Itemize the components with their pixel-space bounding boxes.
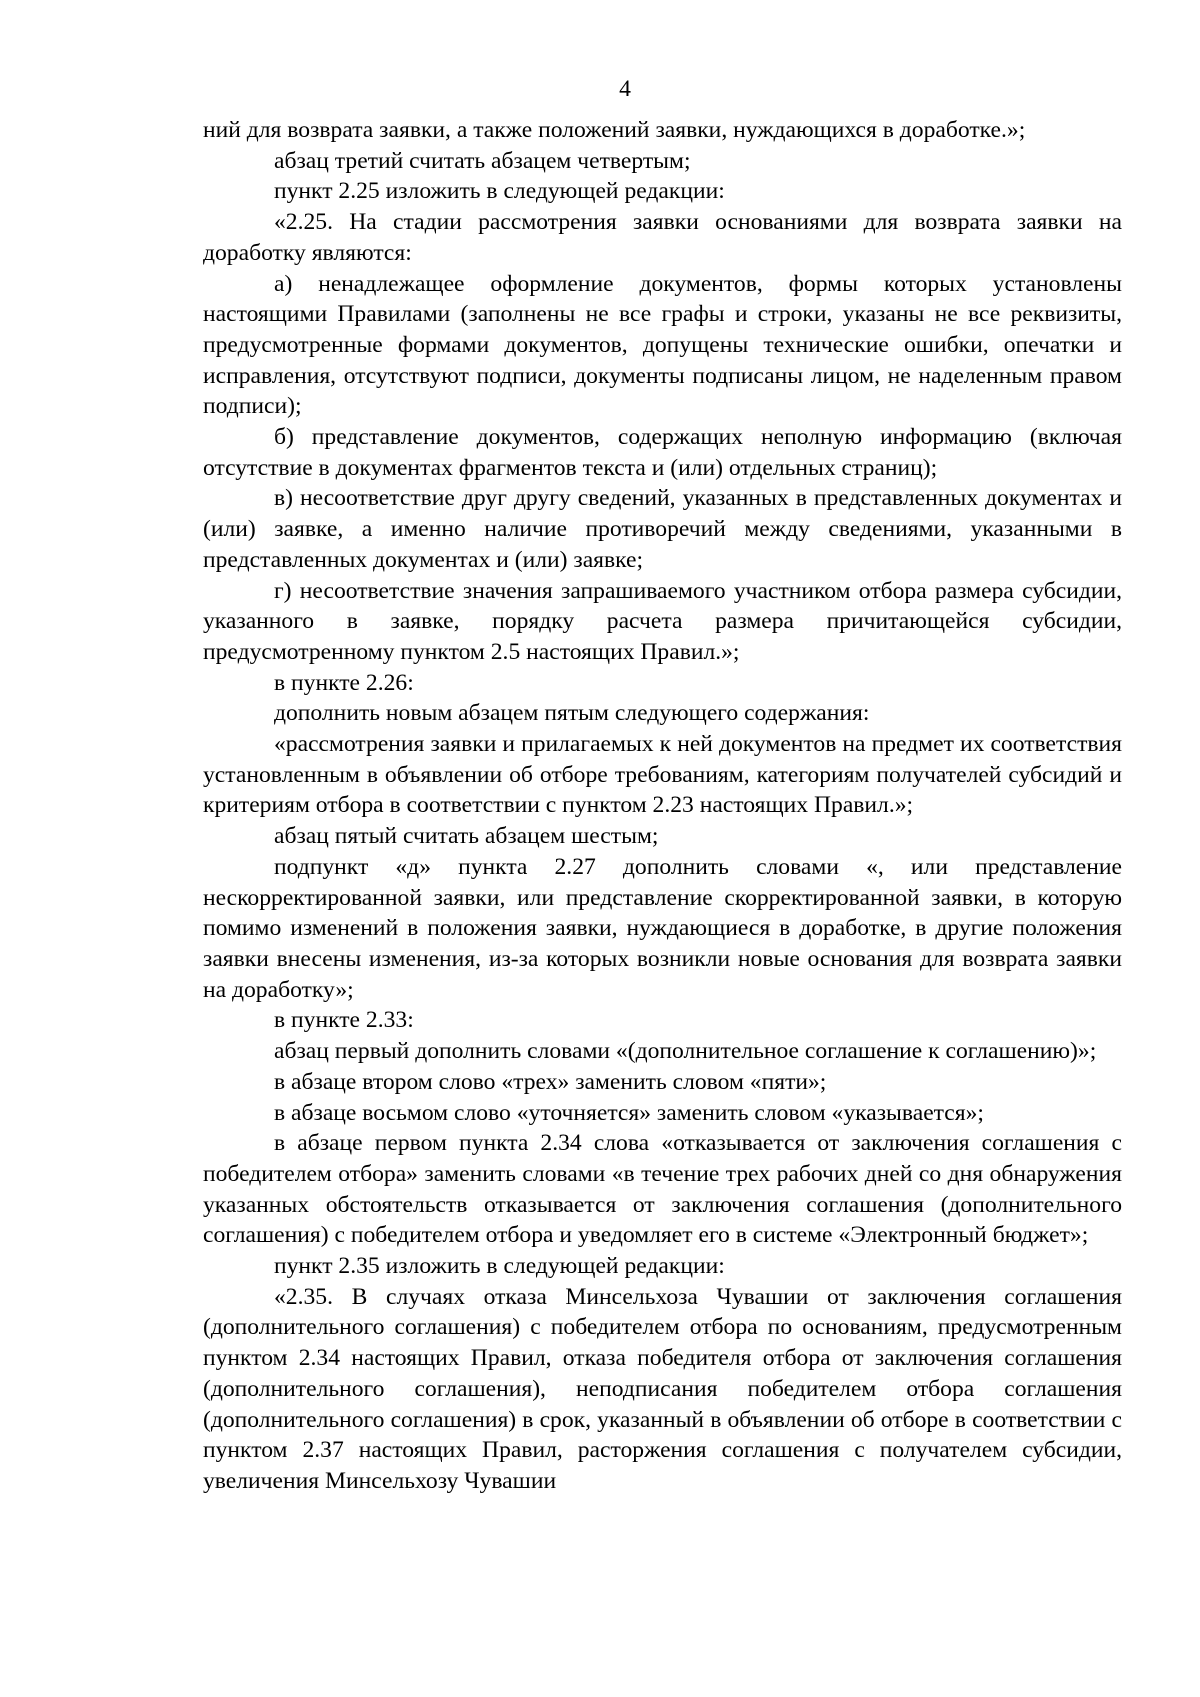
document-body xyxy=(203,115,1122,1497)
paragraph: «рассмотрения заявки и прилагаемых к ней документов на предмет их соответствия установленным в объявлении об отборе требованиям, категориям получателей субсидий и критериям отбора в соответствии с пунктом 2.23 настоящих Правил.»; xyxy=(203,731,1122,819)
paragraph: подпункт «д» пункта 2.27 дополнить словами «, или представление нескорректированной заявки, или представление скорректированной заявки, в которую помимо изменений в положения заявки, нуждающиеся в доработке, в другие положения заявки внесены изменения, из-за которых возникли новые основания для возврата заявки на доработку»; xyxy=(203,853,1122,1003)
paragraph: в абзаце восьмом слово «уточняется» заменить словом «указывается»; xyxy=(274,1099,984,1126)
paragraph: в) несоответствие друг другу сведений, указанных в представленных документах и (или) заявке, а именно наличие противоречий между сведениями, указанными в представленных документах и (или) заявке; xyxy=(203,485,1122,573)
paragraph: а) ненадлежащее оформление документов, формы которых установлены настоящими Правилами (заполнены не все графы и строки, указаны не все реквизиты, предусмотренные формами документов, допущены технические ошибки, опечатки и исправления, отсутствуют подписи, документы подписаны лицом, не наделенным правом подписи); xyxy=(203,270,1122,420)
paragraph: «2.25. На стадии рассмотрения заявки основаниями для возврата заявки на доработку являются: xyxy=(203,209,1122,266)
paragraph: дополнить новым абзацем пятым следующего содержания: xyxy=(274,700,870,727)
paragraph: б) представление документов, содержащих неполную информацию (включая отсутствие в документах фрагментов текста и (или) отдельных страниц); xyxy=(203,424,1122,481)
paragraph: абзац первый дополнить словами «(дополнительное соглашение к соглашению)»; xyxy=(274,1038,1097,1065)
paragraph: пункт 2.35 изложить в следующей редакции: xyxy=(274,1253,725,1280)
paragraph: в пункте 2.33: xyxy=(274,1007,414,1034)
paragraph: в абзаце втором слово «трех» заменить словом «пяти»; xyxy=(274,1068,827,1095)
paragraph: ний для возврата заявки, а также положений заявки, нуждающихся в доработке.»; xyxy=(203,117,1026,143)
paragraph: пункт 2.25 изложить в следующей редакции: xyxy=(274,178,725,205)
paragraph: абзац пятый считать абзацем шестым; xyxy=(274,823,659,850)
paragraph: г) несоответствие значения запрашиваемого участником отбора размера субсидии, указанного в заявке, порядку расчета размера причитающейся субсидии, предусмотренному пунктом 2.5 настоящих Правил.»; xyxy=(203,577,1122,665)
paragraph: «2.35. В случаях отказа Минсельхоза Чувашии от заключения соглашения (дополнительного соглашения) с победителем отбора по основаниям, предусмотренным пунктом 2.34 настоящих Правил, отказа победителя отбора от заключения соглашения (дополнительного соглашения), неподписания победителем отбора соглашения (дополнительного соглашения) в срок, указанный в объявлении об отборе в соответствии с пунктом 2.37 настоящих Правил, расторжения соглашения с получателем субсидии, увеличения Минсельхозу Чувашии xyxy=(203,1283,1122,1494)
page-number: 4 xyxy=(619,76,631,102)
paragraph: абзац третий считать абзацем четвертым; xyxy=(274,147,691,174)
paragraph: в пункте 2.26: xyxy=(274,669,414,696)
paragraph: в абзаце первом пункта 2.34 слова «отказывается от заключения соглашения с победителем отбора» заменить словами «в течение трех рабочих дней со дня обнаружения указанных обстоятельств отказывается от заключения соглашения (дополнительного соглашения) с победителем отбора и уведомляет его в системе «Электронный бюджет»; xyxy=(203,1130,1122,1249)
